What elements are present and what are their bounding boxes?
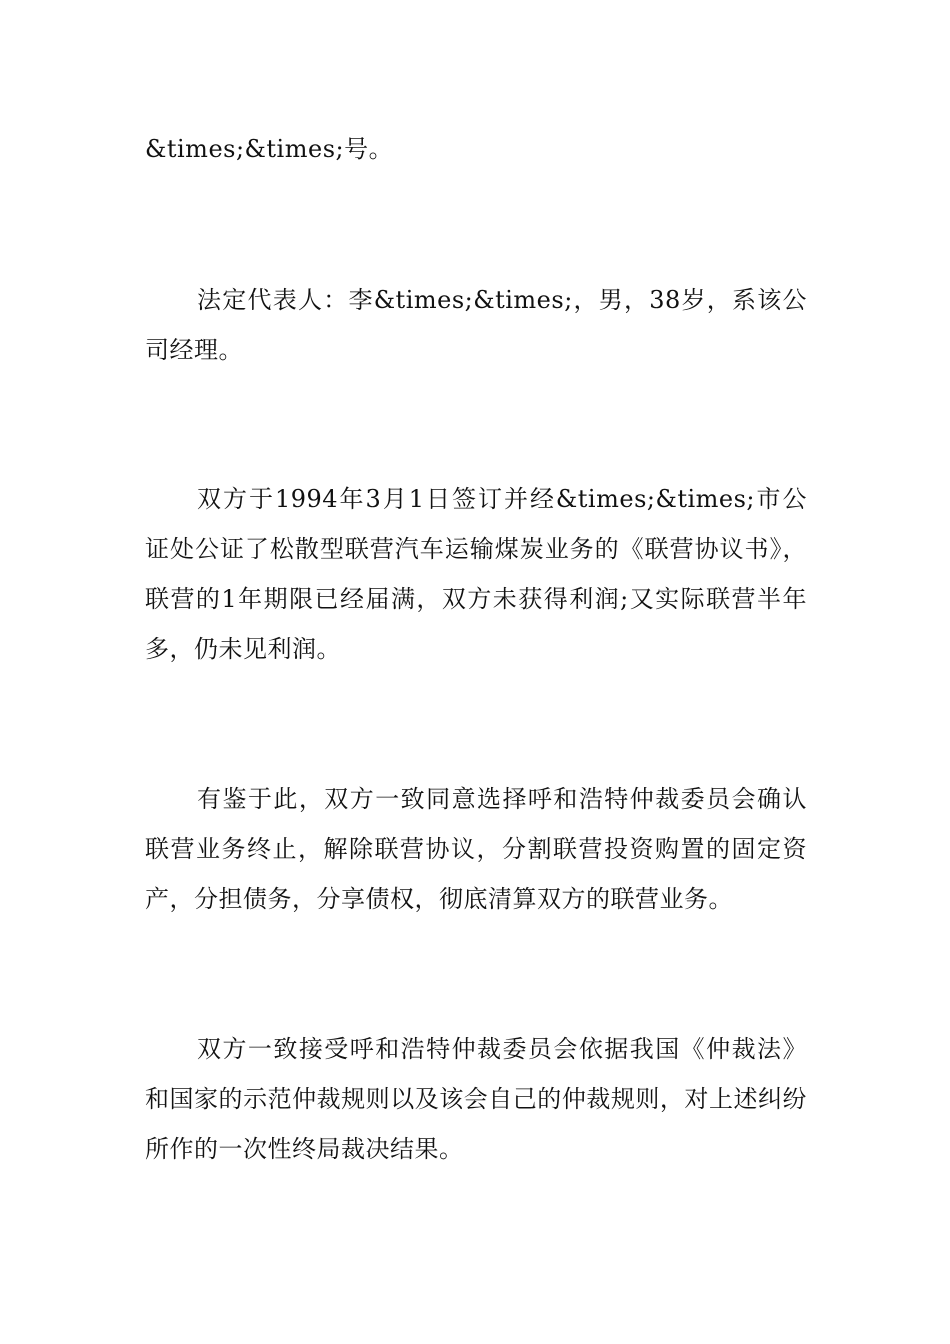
paragraph-legal-representative: 法定代表人：李&times;&times;，男，38岁，系该公司经理。 (145, 286, 807, 364)
paragraph-termination-agreement: 有鉴于此，双方一致同意选择呼和浩特仲裁委员会确认联营业务终止，解除联营协议，分割联营投资购置的固定资产，分担债务，分享债权，彻底清算双方的联营业务。 (145, 785, 807, 913)
paragraph-address-tail: &times;&times;号。 (145, 135, 394, 163)
paragraph-arbitration-acceptance: 双方一致接受呼和浩特仲裁委员会依据我国《仲裁法》和国家的示范仲裁规则以及该会自己的仲裁规则，对上述纠纷所作的一次性终局裁决结果。 (145, 1035, 807, 1163)
paragraph-joint-venture-agreement: 双方于1994年3月1日签订并经&times;&times;市公证处公证了松散型联营汽车运输煤炭业务的《联营协议书》，联营的1年期限已经届满，双方未获得利润;又实际联营半年多，仍未见利润。 (145, 485, 807, 663)
